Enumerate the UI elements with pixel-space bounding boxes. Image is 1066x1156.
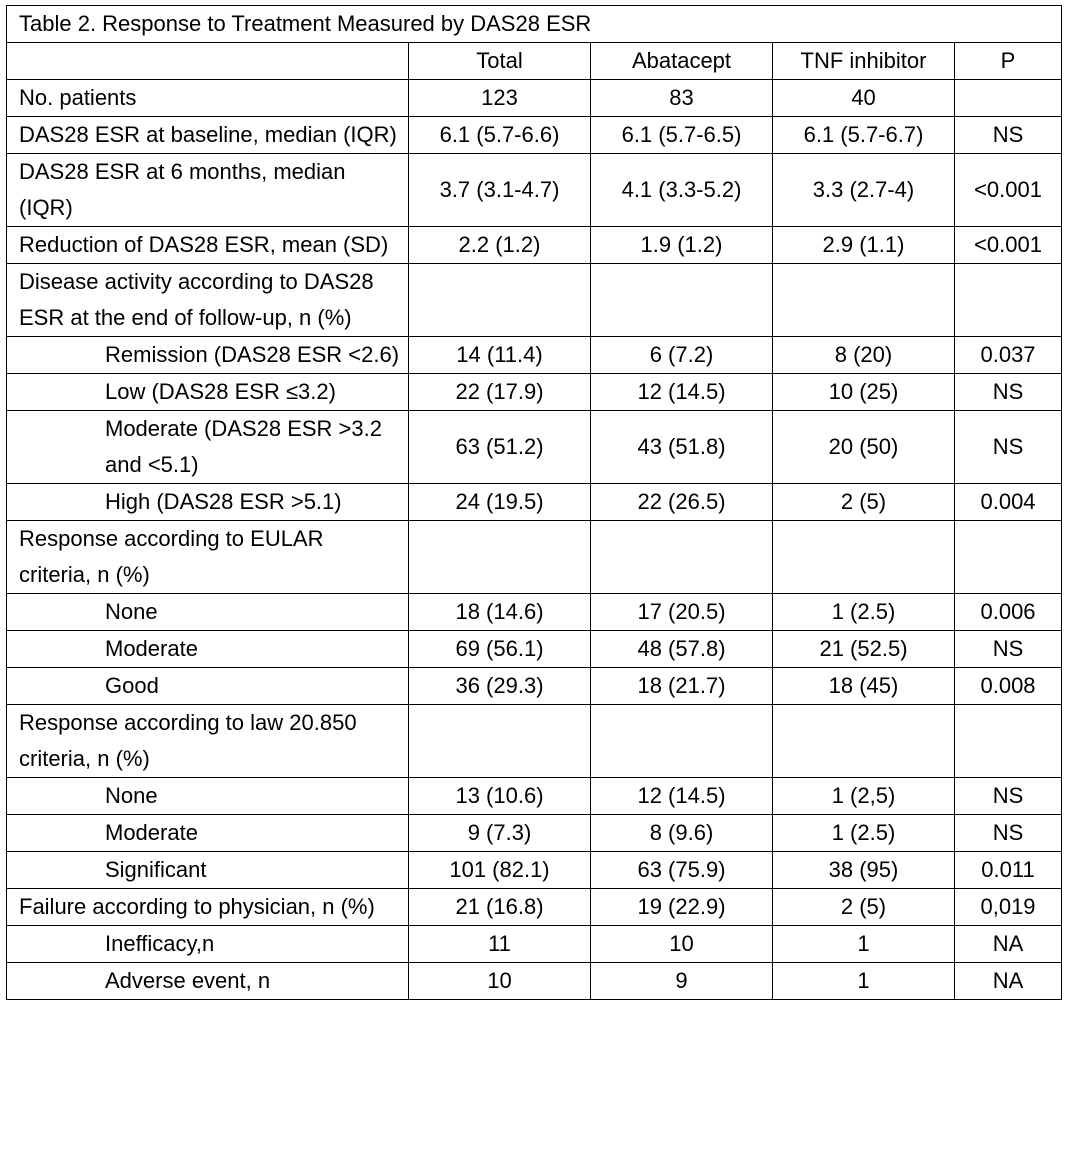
cell-tnf-inhibitor: 6.1 (5.7-6.7) — [773, 117, 955, 154]
cell-total: 101 (82.1) — [409, 852, 591, 889]
cell-tnf-inhibitor: 21 (52.5) — [773, 631, 955, 668]
cell-total — [409, 521, 591, 594]
cell-total: 36 (29.3) — [409, 668, 591, 705]
cell-abatacept: 1.9 (1.2) — [591, 227, 773, 264]
row-label: DAS28 ESR at baseline, median (IQR) — [7, 117, 409, 154]
cell-p — [955, 80, 1062, 117]
cell-tnf-inhibitor: 20 (50) — [773, 411, 955, 484]
row-label: Moderate — [7, 815, 409, 852]
cell-total: 2.2 (1.2) — [409, 227, 591, 264]
cell-p: NS — [955, 778, 1062, 815]
cell-abatacept — [591, 264, 773, 337]
cell-p: NS — [955, 411, 1062, 484]
row-label: Low (DAS28 ESR ≤3.2) — [7, 374, 409, 411]
cell-p — [955, 521, 1062, 594]
cell-tnf-inhibitor: 1 (2.5) — [773, 815, 955, 852]
cell-abatacept: 6.1 (5.7-6.5) — [591, 117, 773, 154]
cell-abatacept: 4.1 (3.3-5.2) — [591, 154, 773, 227]
row-label: Failure according to physician, n (%) — [7, 889, 409, 926]
row-label: Reduction of DAS28 ESR, mean (SD) — [7, 227, 409, 264]
cell-abatacept: 12 (14.5) — [591, 374, 773, 411]
cell-tnf-inhibitor: 10 (25) — [773, 374, 955, 411]
row-label: Moderate — [7, 631, 409, 668]
cell-p — [955, 264, 1062, 337]
cell-abatacept: 17 (20.5) — [591, 594, 773, 631]
table-row — [7, 668, 1062, 705]
table-row — [7, 411, 1062, 484]
cell-total: 14 (11.4) — [409, 337, 591, 374]
cell-total: 69 (56.1) — [409, 631, 591, 668]
row-label: None — [7, 778, 409, 815]
cell-p: 0,019 — [955, 889, 1062, 926]
table-caption: Table 2. Response to Treatment Measured by DAS28 ESR — [7, 6, 1062, 43]
cell-total — [409, 705, 591, 778]
cell-tnf-inhibitor: 3.3 (2.7-4) — [773, 154, 955, 227]
cell-tnf-inhibitor — [773, 705, 955, 778]
table-row — [7, 374, 1062, 411]
cell-total: 22 (17.9) — [409, 374, 591, 411]
cell-tnf-inhibitor: 1 (2,5) — [773, 778, 955, 815]
row-label: High (DAS28 ESR >5.1) — [7, 484, 409, 521]
cell-p: NS — [955, 374, 1062, 411]
cell-total: 13 (10.6) — [409, 778, 591, 815]
table-row — [7, 631, 1062, 668]
cell-total: 18 (14.6) — [409, 594, 591, 631]
cell-p: NS — [955, 117, 1062, 154]
row-label: Remission (DAS28 ESR <2.6) — [7, 337, 409, 374]
cell-tnf-inhibitor — [773, 521, 955, 594]
header-row — [7, 43, 1062, 80]
cell-p: 0.008 — [955, 668, 1062, 705]
header-cell-p: P — [955, 43, 1062, 80]
cell-tnf-inhibitor: 8 (20) — [773, 337, 955, 374]
cell-p — [955, 705, 1062, 778]
cell-total: 21 (16.8) — [409, 889, 591, 926]
table-row — [7, 521, 1062, 594]
cell-tnf-inhibitor: 18 (45) — [773, 668, 955, 705]
row-label: No. patients — [7, 80, 409, 117]
cell-abatacept — [591, 705, 773, 778]
table-row — [7, 337, 1062, 374]
cell-abatacept: 6 (7.2) — [591, 337, 773, 374]
cell-tnf-inhibitor: 38 (95) — [773, 852, 955, 889]
cell-total: 123 — [409, 80, 591, 117]
cell-p: <0.001 — [955, 154, 1062, 227]
table-row — [7, 889, 1062, 926]
cell-abatacept: 12 (14.5) — [591, 778, 773, 815]
response-table — [6, 5, 1062, 1000]
cell-tnf-inhibitor: 2.9 (1.1) — [773, 227, 955, 264]
cell-p: NA — [955, 926, 1062, 963]
table-row — [7, 778, 1062, 815]
cell-tnf-inhibitor: 1 — [773, 963, 955, 1000]
caption-row — [7, 6, 1062, 43]
row-label: Response according to law 20.850 criteria, n (%) — [7, 705, 409, 778]
cell-p: NS — [955, 631, 1062, 668]
cell-abatacept: 8 (9.6) — [591, 815, 773, 852]
cell-total: 9 (7.3) — [409, 815, 591, 852]
row-label: Response according to EULAR criteria, n (%) — [7, 521, 409, 594]
row-label: Significant — [7, 852, 409, 889]
cell-tnf-inhibitor: 2 (5) — [773, 484, 955, 521]
cell-total: 3.7 (3.1-4.7) — [409, 154, 591, 227]
cell-abatacept: 63 (75.9) — [591, 852, 773, 889]
table-row — [7, 227, 1062, 264]
header-cell-abatacept: Abatacept — [591, 43, 773, 80]
table-row — [7, 80, 1062, 117]
cell-tnf-inhibitor: 40 — [773, 80, 955, 117]
cell-tnf-inhibitor — [773, 264, 955, 337]
cell-abatacept: 9 — [591, 963, 773, 1000]
cell-abatacept: 22 (26.5) — [591, 484, 773, 521]
cell-total: 6.1 (5.7-6.6) — [409, 117, 591, 154]
table-row — [7, 815, 1062, 852]
cell-total: 24 (19.5) — [409, 484, 591, 521]
cell-abatacept: 18 (21.7) — [591, 668, 773, 705]
table-row — [7, 264, 1062, 337]
cell-abatacept: 48 (57.8) — [591, 631, 773, 668]
cell-abatacept: 19 (22.9) — [591, 889, 773, 926]
cell-abatacept: 83 — [591, 80, 773, 117]
cell-total: 10 — [409, 963, 591, 1000]
header-cell-total: Total — [409, 43, 591, 80]
table-row — [7, 154, 1062, 227]
cell-tnf-inhibitor: 1 — [773, 926, 955, 963]
cell-p: NA — [955, 963, 1062, 1000]
cell-tnf-inhibitor: 2 (5) — [773, 889, 955, 926]
cell-p: 0.037 — [955, 337, 1062, 374]
header-cell-tnf-inhibitor: TNF inhibitor — [773, 43, 955, 80]
row-label: Good — [7, 668, 409, 705]
cell-p: 0.006 — [955, 594, 1062, 631]
row-label: Moderate (DAS28 ESR >3.2 and <5.1) — [7, 411, 409, 484]
cell-tnf-inhibitor: 1 (2.5) — [773, 594, 955, 631]
header-cell-blank — [7, 43, 409, 80]
table-row — [7, 926, 1062, 963]
row-label: Adverse event, n — [7, 963, 409, 1000]
cell-p: 0.004 — [955, 484, 1062, 521]
table-row — [7, 484, 1062, 521]
row-label: None — [7, 594, 409, 631]
cell-p: NS — [955, 815, 1062, 852]
cell-total — [409, 264, 591, 337]
row-label: DAS28 ESR at 6 months, median (IQR) — [7, 154, 409, 227]
cell-total: 63 (51.2) — [409, 411, 591, 484]
table-row — [7, 963, 1062, 1000]
cell-p: <0.001 — [955, 227, 1062, 264]
cell-total: 11 — [409, 926, 591, 963]
cell-p: 0.011 — [955, 852, 1062, 889]
table-row — [7, 705, 1062, 778]
table-row — [7, 852, 1062, 889]
cell-abatacept: 10 — [591, 926, 773, 963]
table-row — [7, 117, 1062, 154]
row-label: Inefficacy,n — [7, 926, 409, 963]
table-row — [7, 594, 1062, 631]
row-label: Disease activity according to DAS28 ESR at the end of follow-up, n (%) — [7, 264, 409, 337]
cell-abatacept: 43 (51.8) — [591, 411, 773, 484]
cell-abatacept — [591, 521, 773, 594]
